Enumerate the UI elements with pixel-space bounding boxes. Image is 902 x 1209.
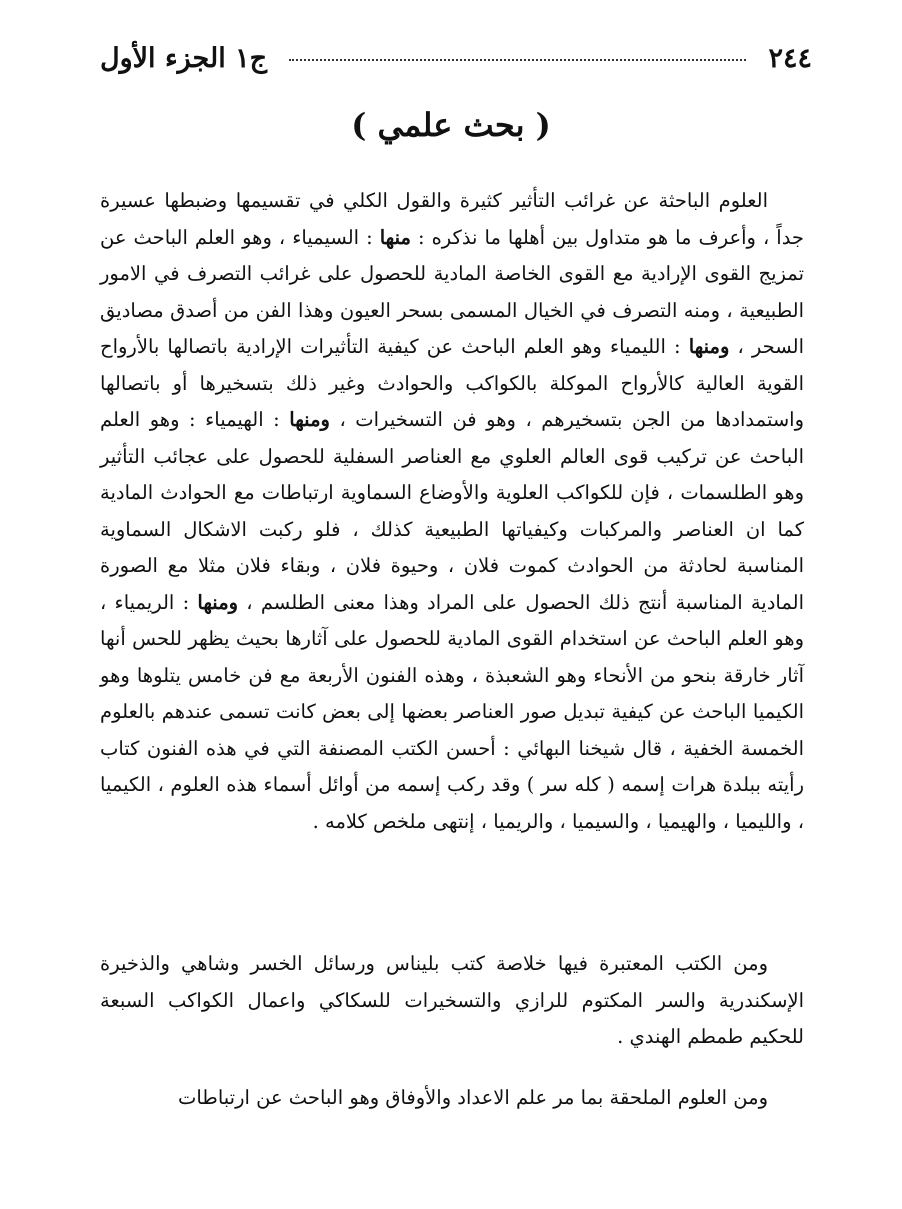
page-number: ٢٤٤: [768, 42, 812, 74]
keyword-minha-3: ومنها: [289, 408, 330, 431]
page-header: [100, 38, 812, 78]
header-dotted-rule: [289, 59, 746, 61]
paragraph-1-run-3: : الليمياء وهو العلم الباحث عن كيفية التأثيرات الإرادية باتصالها بالأرواح القوية العالية كالأرواح الموكلة بالكواكب والحوادث وغير ذلك بتسخيرها أو باتصالها واستمدادها من الجن بتسخيرهم ، وهو فن التسخيرات ،: [100, 335, 804, 431]
keyword-minha-4: ومنها: [197, 590, 239, 614]
paragraph-1-run-2: : السيمياء ، وهو العلم الباحث عن تمزيج القوى الإرادية مع القوى الخاصة المادية للحصول على غرائب التصرف في الامور الطبيعية ، ومنه التصرف في الخيال المسمى بسحر العيون وهذا الفن من أصدق مصاديق السحر ،: [100, 225, 804, 358]
keyword-minha-1: منها: [379, 225, 411, 249]
paragraph-1-text: [100, 183, 804, 840]
paragraph-1-run-5: : الريمياء ، وهو العلم الباحث عن استخدام القوى المادية للحصول على آثارها بحيث يظهر للحس أنها آثار خارقة بنحو من الأنحاء وهو الشعبذة ، وهذه الفنون الأربعة مع فن خامس يتلوها وهو الكيميا الباحث عن كيفية تبديل صور العناصر بعضها إلى بعض كانت تسمى عندهم بالعلوم الخمسة الخفية ، قال شيخنا البهائي : أحسن الكتب المصنفة التي في هذه الفنون كتاب رأيته ببلدة هرات إسمه ( كله سر ) وقد ركب إسمه من أوائل أسماء هذه العلوم ، الكيميا ، والليميا ، والهيميا ، والسيميا ، والريميا ، إنتهى ملخص كلامه .: [100, 590, 804, 833]
running-title: ج١ الجزء الأول: [100, 42, 268, 74]
section-heading: ( بحث علمي ): [351, 106, 551, 144]
paragraph-2: [100, 946, 804, 1056]
paragraph-1: [100, 183, 804, 840]
paragraph-1-run-4: : الهيمياء : وهو العلم الباحث عن تركيب قوى العالم العلوي مع العناصر السفلية للحصول على عجائب التأثير وهو الطلسمات ، فإن للكواكب العلوية والأوضاع السماوية ارتباطات مع الحوادث المادية كما ان العناصر والمركبات وكيفياتها الطبيعية كذلك ، فلو ركبت الاشكال السماوية المناسبة لحادثة من الحوادث كموت فلان ، وحيوة فلان ، وبقاء فلان مثلا مع الصورة المادية المناسبة أنتج ذلك الحصول على المراد وهذا معنى الطلسم ،: [100, 408, 804, 614]
paragraph-3-text: ومن العلوم الملحقة بما مر علم الاعداد والأوفاق وهو الباحث عن ارتباطات: [178, 1086, 768, 1109]
paragraph-3: [100, 1080, 804, 1117]
keyword-minha-2: ومنها: [688, 335, 730, 358]
paragraph-2-text: ومن الكتب المعتبرة فيها خلاصة كتب بليناس ورسائل الخسر وشاهي والذخيرة الإسكندرية والسر المكتوم للرازي والتسخيرات للسكاكي واعمال الكواكب السبعة للحكيم طمطم الهندي .: [100, 952, 804, 1048]
paragraph-1-run-1: العلوم الباحثة عن غرائب التأثير كثيرة والقول الكلي في تقسيمها وضبطها عسيرة جداً ، وأعرف ما هو متداول بين أهلها ما نذكره :: [100, 189, 804, 249]
